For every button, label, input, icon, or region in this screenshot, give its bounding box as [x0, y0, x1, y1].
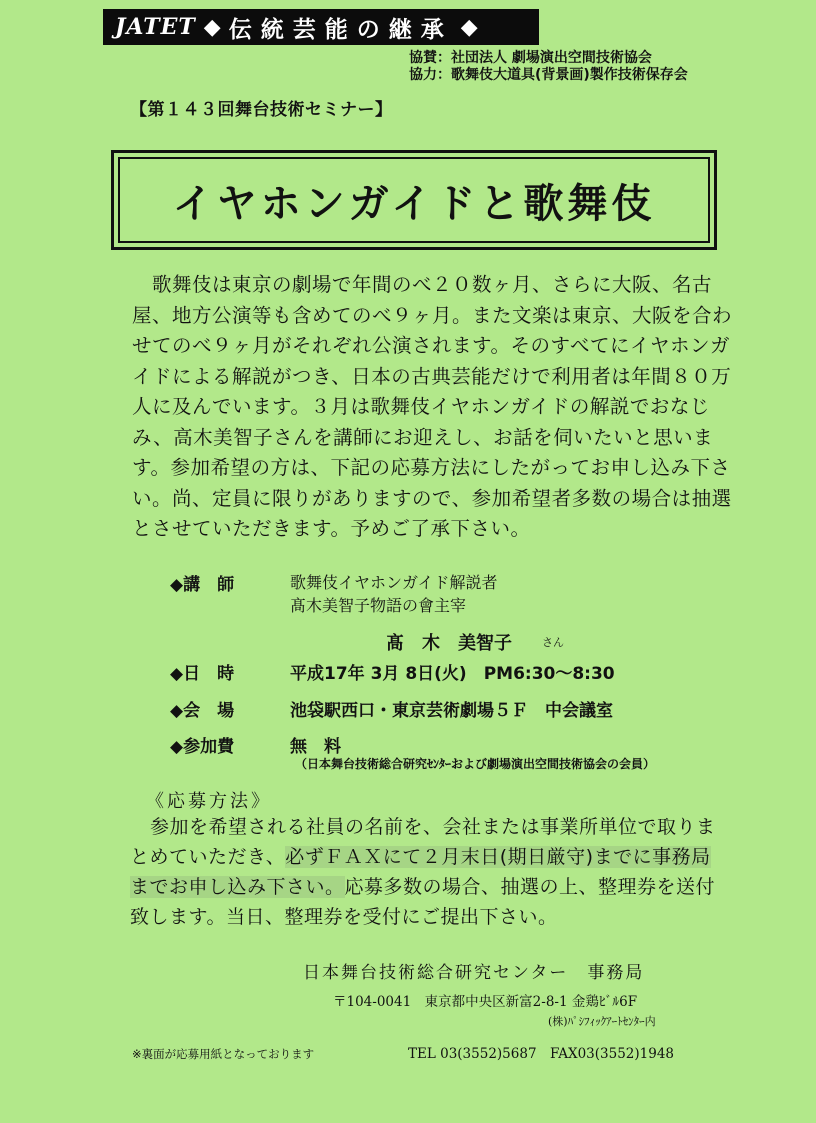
address-line: 〒104-0041 東京都中央区新富2-8-1 金鶏ﾋﾞﾙ6F	[333, 994, 638, 1010]
body-paragraph: 歌舞伎は東京の劇場で年間のべ２０数ヶ月、さらに大阪、名古屋、地方公演等も含めてのべ９ヶ月。また文楽は東京、大阪を合わせてのべ９ヶ月がそれぞれ公演されます。そのすべてにイヤホンガイドによる解説がつき、日本の古典芸能だけで利用者は年間８０万人に及んでいます。３月は歌舞伎イヤホンガイドの解説でおなじみ、高木美智子さんを講師にお迎えし、お話を伺いたいと思います。参加希望の方は、下記の応募方法にしたがってお申し込み下さい。尚、定員に限りがありますので、参加希望者多数の場合は抽選とさせていただきます。予めご了承下さい。	[132, 273, 733, 540]
reverse-side-note: ※裏面が応募用紙となっております	[132, 1047, 315, 1061]
apply-text-part1: 参加を希望される社員の名前を、会社または事業所単位で取りまとめていただき、	[130, 816, 716, 868]
apply-paragraph	[130, 812, 730, 932]
seminar-label: 【第１４３回舞台技術セミナー】	[130, 100, 393, 120]
lecturer-label: ◆講 師	[170, 575, 235, 595]
fee-value: 無 料	[290, 737, 341, 757]
lecturer-title2: 髙木美智子物語の會主宰	[290, 596, 467, 615]
tel-fax-line: TEL 03(3552)5687 FAX03(3552)1948	[408, 1046, 675, 1062]
title-frame-inner	[118, 157, 710, 243]
apply-heading: 《応募方法》	[146, 791, 272, 812]
diamond-icon: ◆	[203, 14, 221, 40]
datetime-label: ◆日 時	[170, 664, 235, 684]
venue-value: 池袋駅西口・東京芸術劇場５Ｆ 中会議室	[290, 701, 613, 721]
fee-note: （日本舞台技術総合研究ｾﾝﾀｰおよび劇場演出空間技術協会の会員）	[295, 757, 656, 771]
venue-label: ◆会 場	[170, 701, 235, 721]
lecturer-title1: 歌舞伎イヤホンガイド解説者	[290, 573, 498, 592]
sponsor-line: 協賛：社団法人 劇場演出空間技術協会	[409, 50, 652, 66]
apply-highlight: 必ずＦＡＸにて２月末日(期日厳守)までに事務局までお申し込み下さい。	[130, 846, 711, 898]
header-banner	[103, 9, 539, 45]
banner-title: 伝統芸能の継承	[228, 15, 453, 43]
datetime-value: 平成17年 3月 8日(火) PM6:30～8:30	[290, 664, 615, 684]
lecturer-honorific: さん	[542, 636, 564, 649]
apply-text-part2: 応募多数の場合、抽選の上、整理券を送付致します。当日、整理券を受付にご提出下さい。	[130, 876, 716, 928]
organization-name: 日本舞台技術総合研究センター 事務局	[303, 963, 645, 983]
address-line-2: (株)ﾊﾟｼﾌｨｯｸｱｰﾄｾﾝﾀｰ内	[548, 1015, 656, 1028]
lecturer-name: 髙 木 美智子	[386, 633, 512, 654]
diamond-icon: ◆	[460, 14, 478, 40]
jatet-logo: JATET	[115, 14, 196, 40]
fee-label: ◆参加費	[170, 737, 235, 757]
sponsors-block	[409, 50, 688, 84]
title-frame	[111, 150, 717, 250]
cooperation-line: 協力：歌舞伎大道具(背景画)製作技術保存会	[409, 67, 688, 83]
page-title: イヤホンガイドと歌舞伎	[172, 180, 656, 227]
